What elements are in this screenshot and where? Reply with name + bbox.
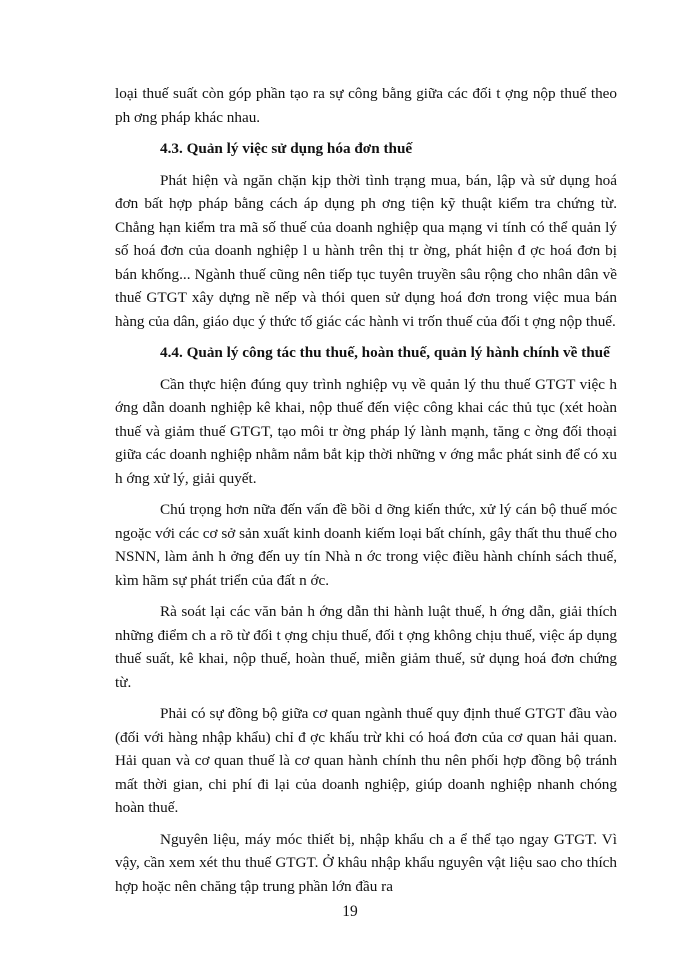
page-body	[115, 82, 617, 906]
page-number: 19	[342, 903, 358, 920]
paragraph: Rà soát lại các văn bản h ớng dẫn thi hành luật thuế, h ớng dẫn, giải thích những điểm ch a rõ từ đối t ợng chịu thuế, đối t ợng không chịu thuế, việc áp dụng thuế suất, kê khai, nộp thuế, hoàn thuế, miễn giảm thuế, sử dụng hoá đơn chứng từ.	[115, 603, 617, 691]
paragraph: Nguyên liệu, máy móc thiết bị, nhập khẩu ch a ể thể tạo ngay GTGT. Vì vậy, cần xem xét thu thuế GTGT. Ở khâu nhập khẩu nguyên vật liệu sao cho thích hợp hoặc nên chăng tập trung phần lớn đầu ra	[115, 830, 617, 895]
paragraph: Cần thực hiện đúng quy trình nghiệp vụ về quản lý thu thuế GTGT việc h ớng dẫn doanh nghiệp kê khai, nộp thuế đến việc công khai các thủ tục (xét hoàn thuế và giảm thuế GTGT, tạo môi tr ờng pháp lý lành mạnh, tăng c ờng đối thoại giữa các doanh nghiệp nhằm nắm bắt kịp thời những v ớng mắc phát sinh để có xu h ớng xử lý, giải quyết.	[115, 375, 617, 487]
section-heading-4-4: 4.4. Quản lý công tác thu thuế, hoàn thuế, quản lý hành chính về thuế	[160, 344, 610, 361]
section-heading-4-3: 4.3. Quản lý việc sử dụng hóa đơn thuế	[160, 140, 413, 157]
continuation-paragraph: loại thuế suất còn góp phần tạo ra sự công bằng giữa các đối t ợng nộp thuế theo ph ơng pháp khác nhau.	[115, 85, 617, 126]
paragraph: Phát hiện và ngăn chặn kịp thời tình trạng mua, bán, lập và sử dụng hoá đơn bất hợp pháp bằng cách áp dụng ph ơng tiện kỹ thuật kiểm tra chứng từ. Chẳng hạn kiểm tra mã số thuế của doanh nghiệp qua mạng vi tính có thể quản lý số hoá đơn của doanh nghiệp l u hành trên thị tr ờng, phát hiện đ ợc hoá đơn bị bán khống... Ngành thuế cũng nên tiếp tục tuyên truyền sâu rộng cho nhân dân về thuế GTGT xây dựng nề nếp và thói quen sử dụng hoá đơn trong việc mua bán hàng của dân, giáo dục ý thức tố giác các hành vi trốn thuế của đối t ợng nộp thuế.	[115, 171, 617, 330]
paragraph: Chú trọng hơn nữa đến vấn đề bồi d ỡng kiến thức, xử lý cán bộ thuế móc ngoặc với các cơ sở sản xuất kinh doanh kiếm loại bất chính, gây thất thu thuế cho NSNN, làm ảnh h ởng đến uy tín Nhà n ớc trong việc điều hành chính sách thuế, kìm hãm sự phát triển của đất n ớc.	[115, 501, 617, 589]
paragraph: Phải có sự đồng bộ giữa cơ quan ngành thuế quy định thuế GTGT đầu vào (đối với hàng nhập khẩu) chỉ đ ợc khấu trừ khi có hoá đơn của cơ quan hải quan. Hải quan và cơ quan thuế là cơ quan hành chính thu nên phối hợp đồng bộ tránh mất thời gian, chi phí đi lại của doanh nghiệp, giúp doanh nghiệp nhanh chóng hoàn thuế.	[115, 705, 617, 816]
